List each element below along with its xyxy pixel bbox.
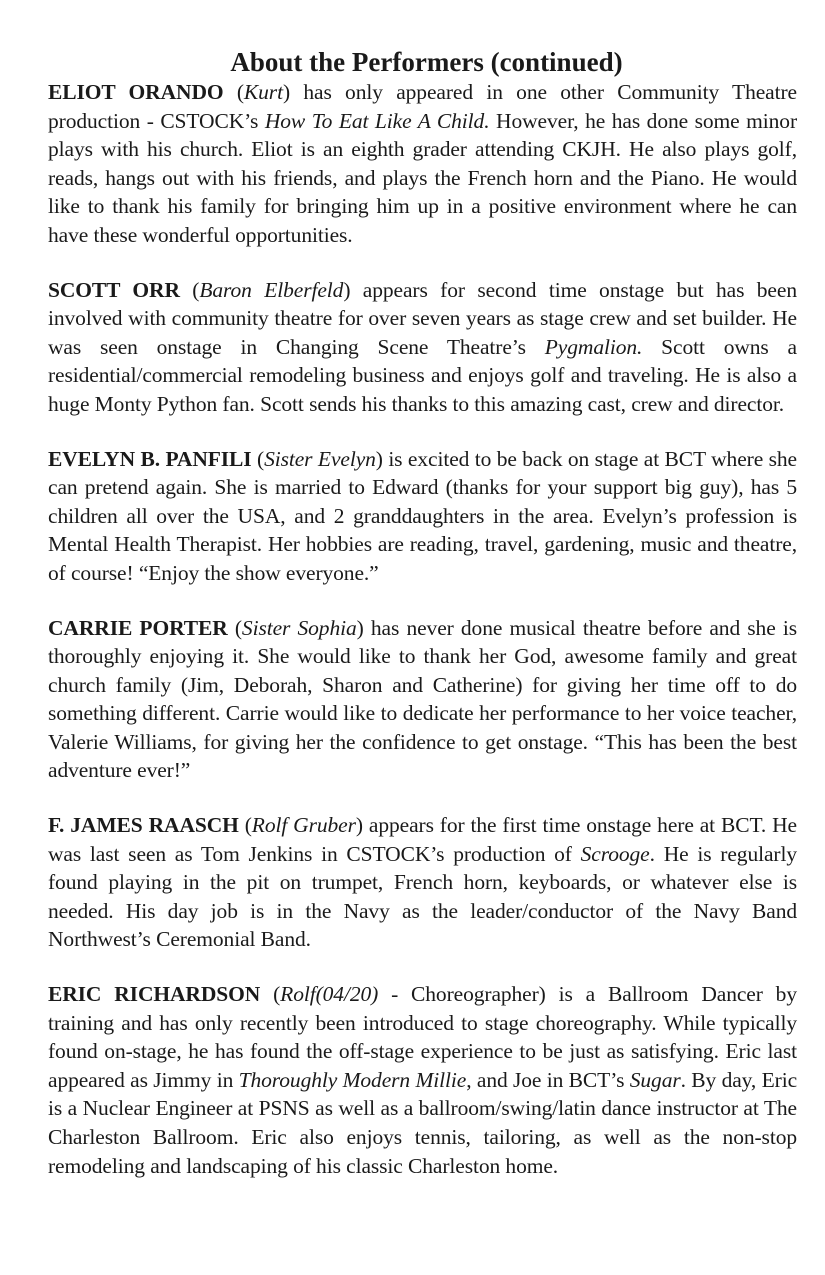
performer-name: EVELYN B. PANFILI <box>48 446 252 471</box>
bio-text: is a Ballroom Dancer by training and has only recently been introduced to stage choreography. While typically found on-stage, he has found the off-stage experience to be just as satisfying. Eric last appeared as Jimmy in <box>48 982 797 1092</box>
bio-text: Scott owns a residential/commercial remodeling business and enjoys golf and traveling. He is also a huge Monty Python fan. Scott sends his thanks to this amazing cast, crew and director. <box>48 334 797 416</box>
performer-role: Rolf(04/20) <box>280 982 379 1007</box>
bio-text: . He is regularly found playing in the pit on trumpet, French horn, keyboards, or whatever else is needed. His day job is in the Navy as the leader/conductor of the Navy Band Northwest’s Ceremonial Band. <box>48 841 798 952</box>
bio-carrie-porter: CARRIE PORTER (Sister Sophia) has never done musical theatre before and she is thoroughly enjoying it. She would like to thank her God, awesome family and great church family (Jim, Deborah, Sharon and Catherine) for giving her time off to do something different. Carrie would like to dedicate her performance to her voice teacher, Valerie Williams, for giving her the confidence to get onstage. “This has been the best adventure ever!” <box>48 615 797 783</box>
bio-scott-orr: SCOTT ORR (Baron Elberfeld) appears for second time onstage but has been involved with community theatre for over seven years as stage crew and set builder. He was seen onstage in Changing Scene Theatre’s Pygmalion. Scott owns a residential/commercial remodeling business and enjoys golf and traveling. He is also a huge Monty Python fan. Scott sends his thanks to this amazing cast, crew and director. <box>48 277 797 416</box>
performer-role: Baron Elberfeld <box>199 277 344 302</box>
bio-f-james-raasch: F. JAMES RAASCH (Rolf Gruber) appears for the first time onstage here at BCT. He was last seen as Tom Jenkins in CSTOCK’s production of Scrooge. He is regularly found playing in the pit on trumpet, French horn, keyboards, or whatever else is needed. His day job is in the Navy as the leader/conductor of the Navy Band Northwest’s Ceremonial Band. <box>48 813 798 952</box>
performer-name: ERIC RICHARDSON <box>48 982 261 1007</box>
performer-role: Sister Sophia <box>241 615 357 640</box>
performer-name: F. JAMES RAASCH <box>48 813 239 838</box>
performer-role: Sister Evelyn <box>264 446 376 471</box>
production-title: Pygmalion. <box>544 334 643 359</box>
bio-eric-richardson: ERIC RICHARDSON (Rolf(04/20) - Choreographer) is a Ballroom Dancer by training and has only recently been introduced to stage choreography. While typically found on-stage, he has found the off-stage experience to be just as satisfying. Eric last appeared as Jimmy in Thoroughly Modern Millie, and Joe in BCT’s Sugar. By day, Eric is a Nuclear Engineer at PSNS as well as a ballroom/swing/latin dance instructor at The Charleston Ballroom. Eric also enjoys tennis, tailoring, as well as the non-stop remodeling and landscaping of his classic Charleston home. <box>48 982 798 1178</box>
bio-text: However, he has done some minor plays with his church. Eliot is an eighth grader attending CKJH. He also plays golf, reads, hangs out with his friends, and plays the French horn and the Piano. He would like to thank his family for bringing him up in a positive environment where he can have these wonderful opportunities. <box>48 108 798 247</box>
bio-eliot-orando: ELIOT ORANDO (Kurt) has only appeared in one other Community Theatre production - CSTOCK’s How To Eat Like A Child. However, he has done some minor plays with his church. Eliot is an eighth grader attending CKJH. He also plays golf, reads, hangs out with his friends, and plays the French horn and the Piano. He would like to thank his family for bringing him up in a positive environment where he can have these wonderful opportunities. <box>48 80 798 247</box>
bio-text: is excited to be back on stage at BCT where she can pretend again. She is married to Edward (thanks for your support big guy), has 5 children all over the USA, and 2 granddaughters in the area. Evelyn’s profession is Mental Health Therapist. Her hobbies are reading, travel, gardening, music and theatre, of course! “Enjoy the show everyone.” <box>48 446 797 585</box>
performer-role-suffix: - Choreographer) <box>378 982 546 1007</box>
bio-text: has never done musical theatre before and she is thoroughly enjoying it. She would like to thank her God, awesome family and great church family (Jim, Deborah, Sharon and Catherine) for giving her time off to do something different. Carrie would like to dedicate her performance to her voice teacher, Valerie Williams, for giving her the confidence to get onstage. “This has been the best adventure ever!” <box>48 615 797 783</box>
page-title: About the Performers (continued) <box>230 47 623 77</box>
performer-name: SCOTT ORR <box>48 277 180 302</box>
bio-text: appears for second time onstage but has been involved with community theatre for over seven years as stage crew and set builder. He was seen onstage in Changing Scene Theatre’s <box>48 277 797 359</box>
bio-text: , and Joe in BCT’s <box>466 1067 630 1092</box>
performer-role: Rolf Gruber <box>251 813 356 838</box>
bio-text: . By day, Eric is a Nuclear Engineer at PSNS as well as a ballroom/swing/latin dance instructor at The Charleston Ballroom. Eric also enjoys tennis, tailoring, as well as the non-stop remodeling and landscaping of his classic Charleston home. <box>48 1067 798 1178</box>
production-title: Sugar <box>629 1067 681 1092</box>
bio-text: appears for the first time onstage here at BCT. He was last seen as Tom Jenkins in CSTOCK’s production of <box>48 813 797 866</box>
production-title: How To Eat Like A Child. <box>264 108 490 133</box>
production-title: Thoroughly Modern Millie <box>238 1067 467 1092</box>
bio-evelyn-panfili: EVELYN B. PANFILI (Sister Evelyn) is excited to be back on stage at BCT where she can pretend again. She is married to Edward (thanks for your support big guy), has 5 children all over the USA, and 2 granddaughters in the area. Evelyn’s profession is Mental Health Therapist. Her hobbies are reading, travel, gardening, music and theatre, of course! “Enjoy the show everyone.” <box>48 446 797 585</box>
performer-role: Kurt <box>243 80 283 104</box>
production-title: Scrooge <box>580 841 650 866</box>
performer-name: CARRIE PORTER <box>48 615 228 640</box>
performer-name: ELIOT ORANDO <box>48 80 224 104</box>
bio-text: has only appeared in one other Community Theatre production - CSTOCK’s <box>48 80 797 133</box>
